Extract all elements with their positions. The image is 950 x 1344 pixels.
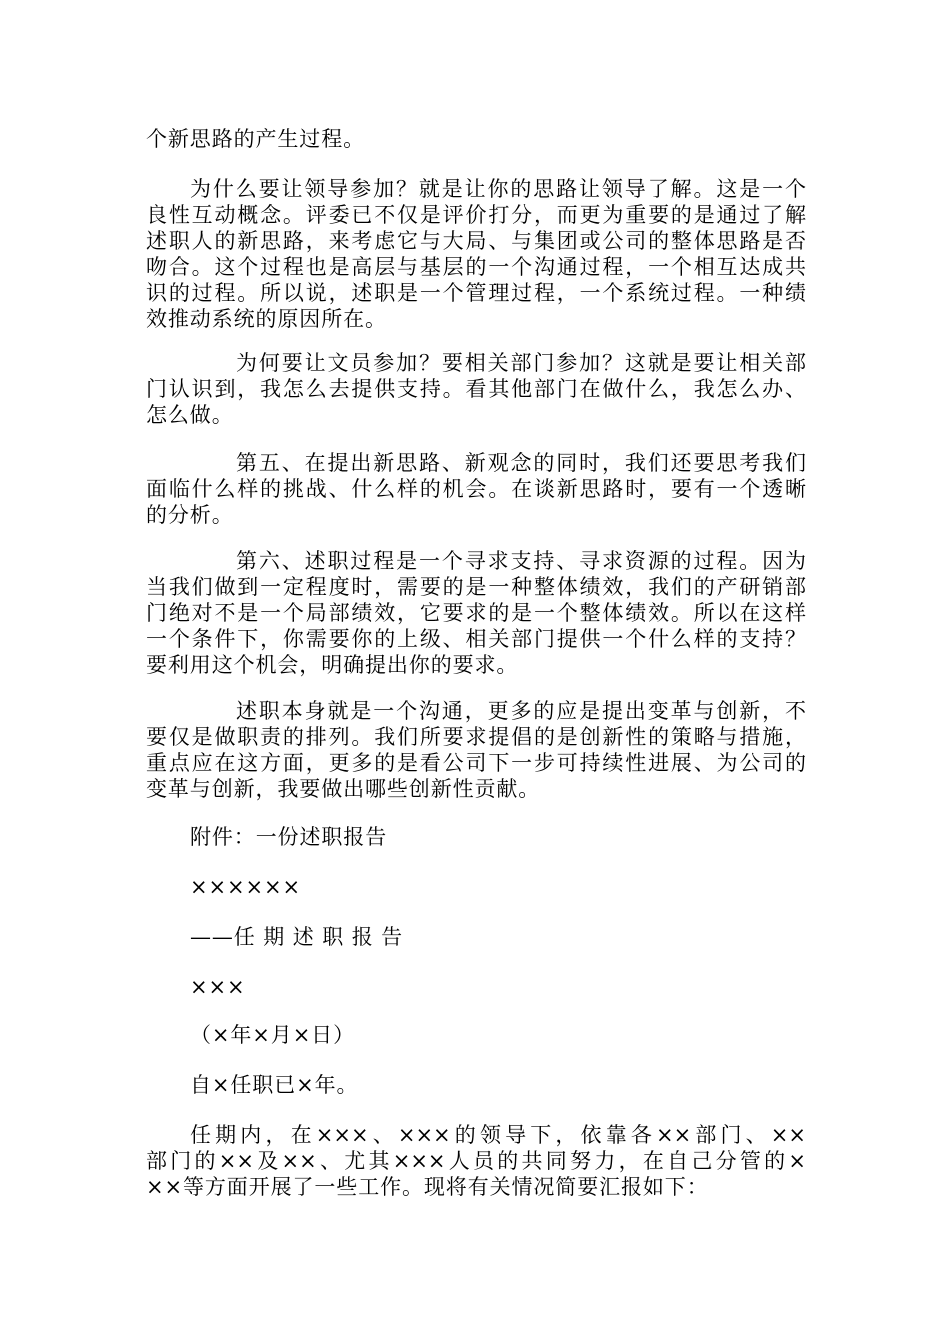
text-line: 怎么做。 bbox=[146, 403, 234, 427]
text-line: ××等方面开展了一些工作。现将有关情况简要汇报如下： bbox=[146, 1175, 709, 1199]
text-line: 面临什么样的挑战、什么样的机会。在谈新思路时，要有一个透晰 bbox=[146, 477, 806, 501]
report-subtitle: ——任 期 述 职 报 告 bbox=[190, 925, 404, 949]
text-line: 为何要让文员参加？要相关部门参加？这就是要让相关部 bbox=[236, 351, 806, 375]
attachment-heading: 附件：一份述职报告 bbox=[190, 825, 388, 849]
text-line: 任期内，在×××、×××的领导下，依靠各××部门、×× bbox=[190, 1123, 806, 1147]
text-line: 个新思路的产生过程。 bbox=[146, 127, 365, 151]
text-line: 部门的××及××、尤其×××人员的共同努力，在自己分管的× bbox=[146, 1149, 806, 1173]
text-line: 效推动系统的原因所在。 bbox=[146, 307, 387, 331]
text-line: 为什么要让领导参加？就是让你的思路让领导了解。这是一个 bbox=[190, 177, 806, 201]
text-line: 门绝对不是一个局部绩效，它要求的是一个整体绩效。所以在这样 bbox=[146, 601, 806, 625]
text-line: 吻合。这个过程也是高层与基层的一个沟通过程，一个相互达成共 bbox=[146, 255, 806, 279]
text-line: 的分析。 bbox=[146, 503, 234, 527]
text-line: 要仅是做职责的排列。我们所要求提倡的是创新性的策略与措施， bbox=[146, 725, 806, 749]
text-line: 自×任职已×年。 bbox=[190, 1073, 359, 1097]
report-title: ×××××× bbox=[190, 875, 301, 899]
text-line: 当我们做到一定程度时，需要的是一种整体绩效，我们的产研销部 bbox=[146, 575, 806, 599]
text-line: 识的过程。所以说，述职是一个管理过程，一个系统过程。一种绩 bbox=[146, 281, 806, 305]
text-line: 述职本身就是一个沟通，更多的应是提出变革与创新，不 bbox=[236, 699, 806, 723]
text-line: 述职人的新思路，来考虑它与大局、与集团或公司的整体思路是否 bbox=[146, 229, 806, 253]
text-line: 第五、在提出新思路、新观念的同时，我们还要思考我们 bbox=[236, 451, 806, 475]
text-line: 一个条件下，你需要你的上级、相关部门提供一个什么样的支持？ bbox=[146, 627, 806, 651]
text-line: 门认识到，我怎么去提供支持。看其他部门在做什么，我怎么办、 bbox=[146, 377, 806, 401]
text-line: 变革与创新，我要做出哪些创新性贡献。 bbox=[146, 777, 541, 801]
text-line: 重点应在这方面，更多的是看公司下一步可持续性进展、为公司的 bbox=[146, 751, 806, 775]
report-date: （×年×月×日） bbox=[190, 1023, 355, 1047]
text-line: 良性互动概念。评委已不仅是评价打分，而更为重要的是通过了解 bbox=[146, 203, 806, 227]
report-author: ××× bbox=[190, 975, 246, 999]
text-line: 要利用这个机会，明确提出你的要求。 bbox=[146, 653, 519, 677]
text-line: 第六、述职过程是一个寻求支持、寻求资源的过程。因为 bbox=[236, 549, 806, 573]
